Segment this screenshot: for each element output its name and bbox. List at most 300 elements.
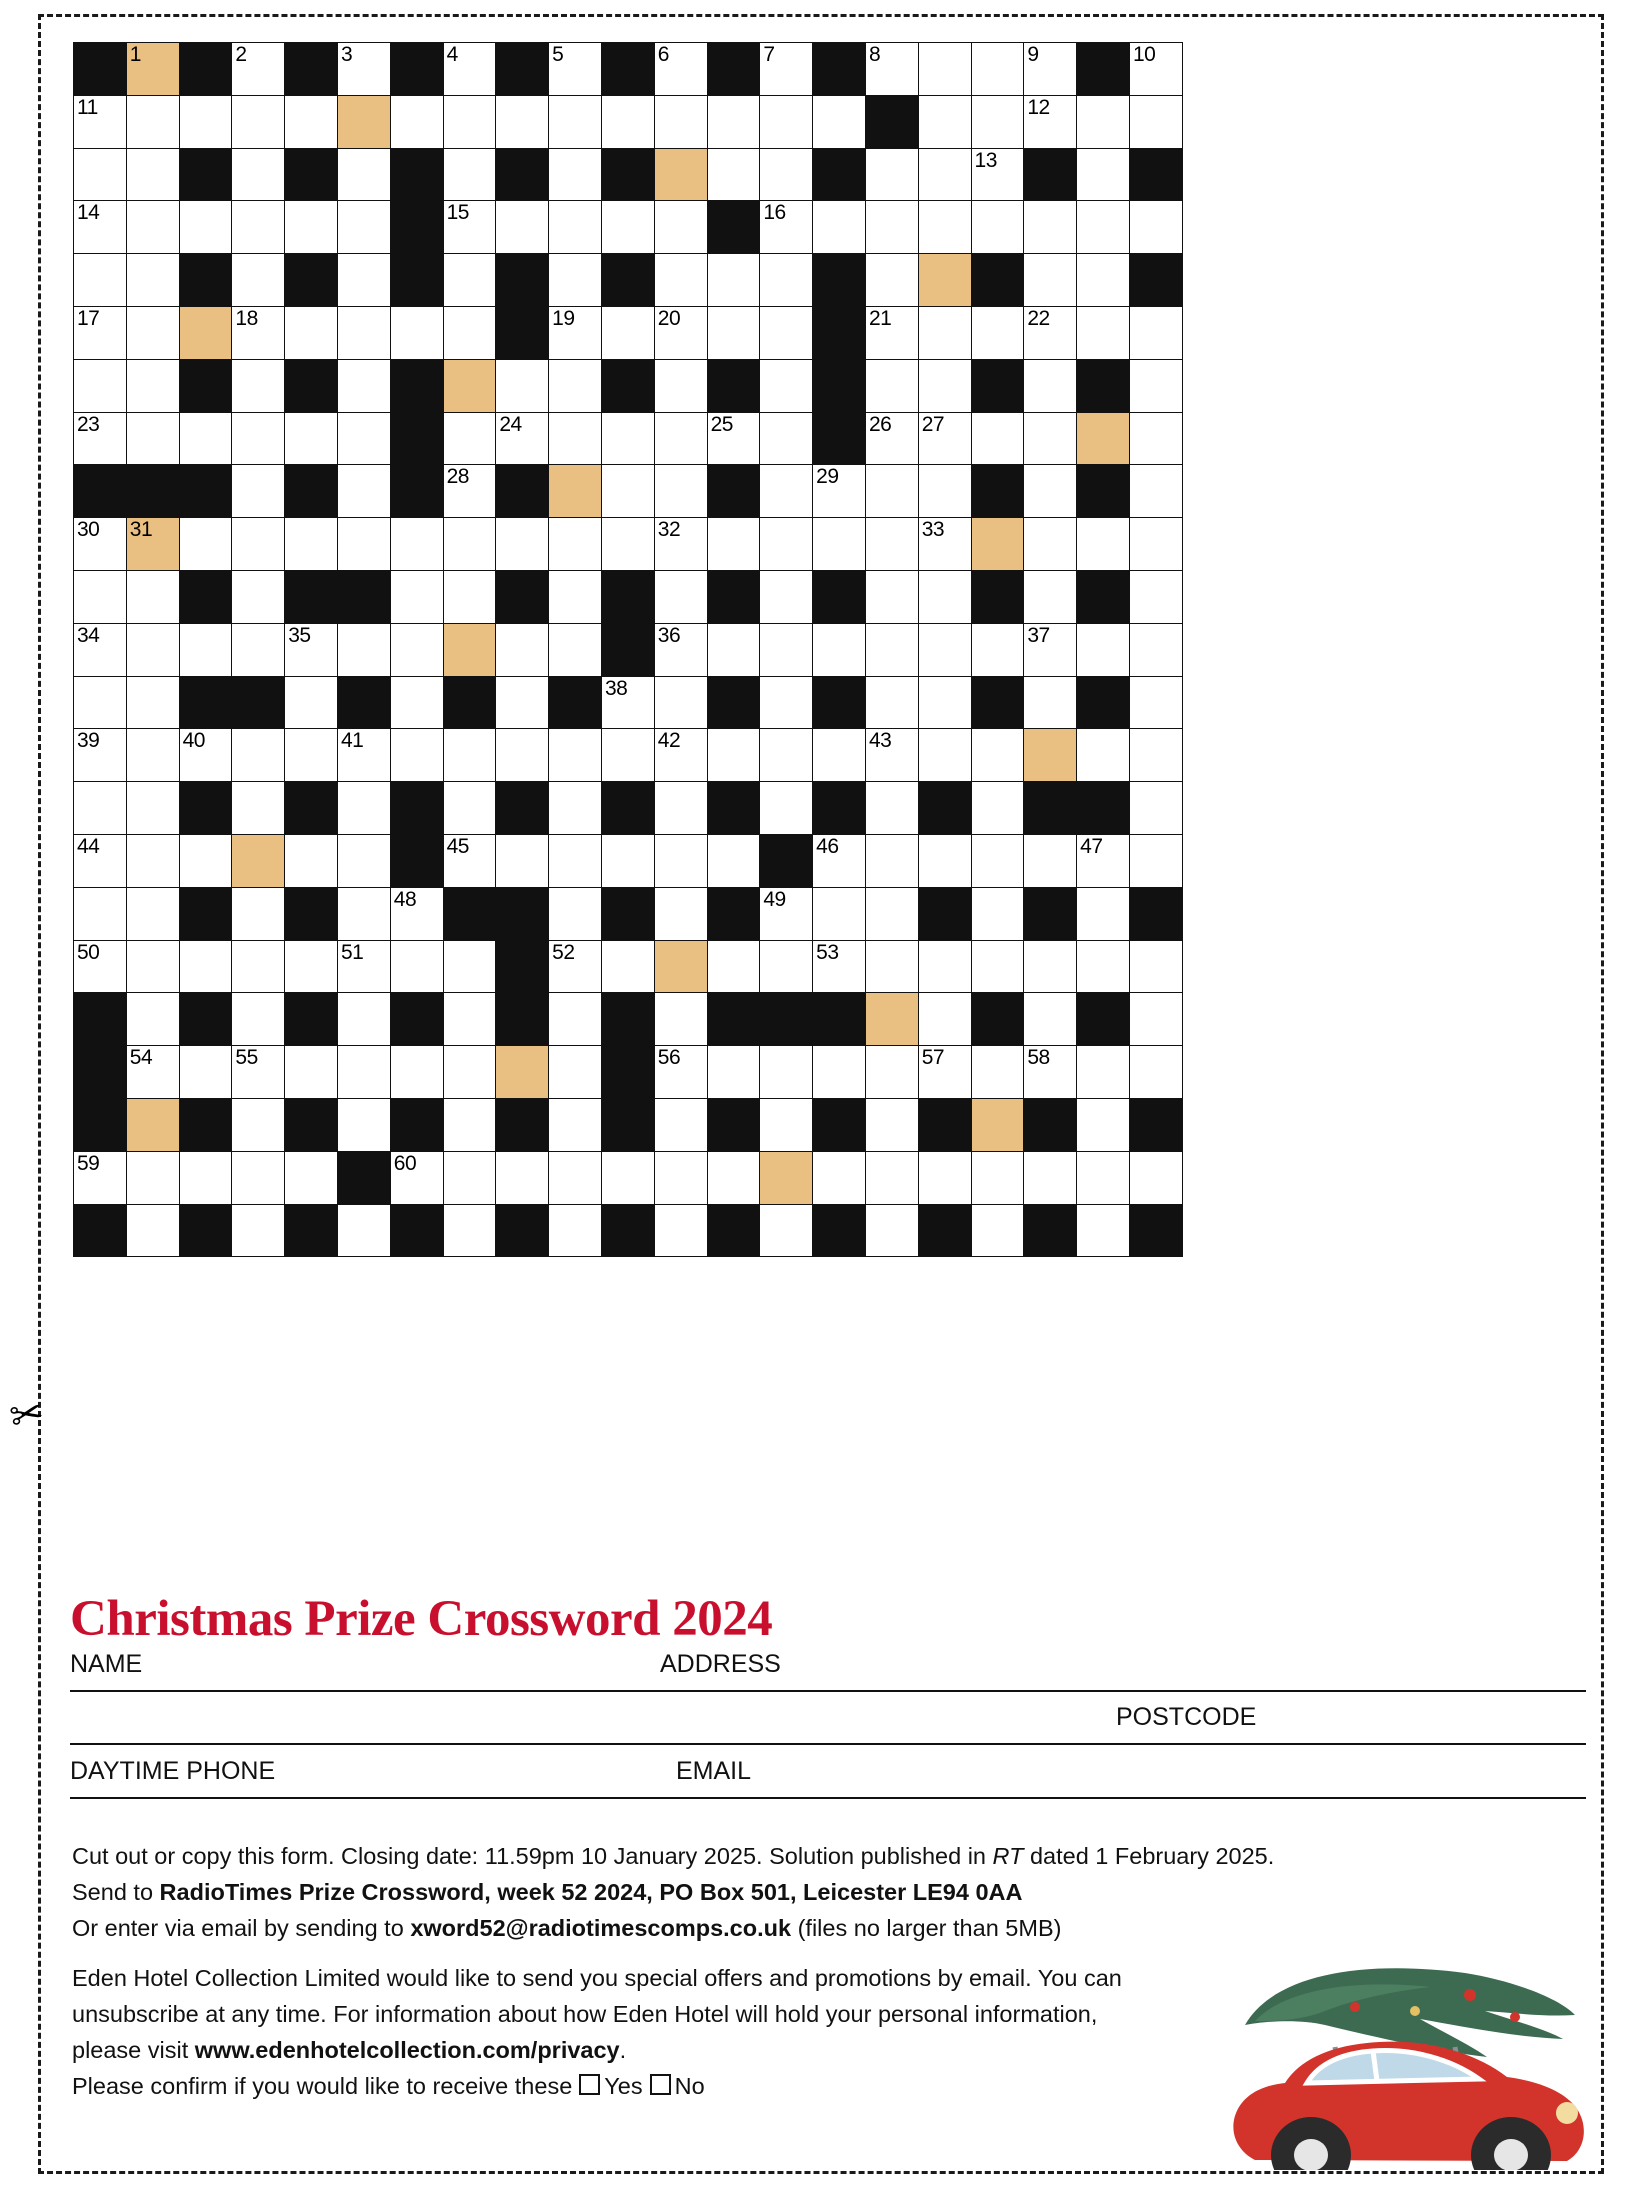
answer-cell[interactable]: [918, 465, 971, 518]
highlighted-answer-cell[interactable]: [1077, 412, 1130, 465]
highlighted-answer-cell[interactable]: [971, 1098, 1024, 1151]
answer-cell[interactable]: [971, 834, 1024, 887]
answer-cell[interactable]: [601, 834, 654, 887]
answer-cell[interactable]: [654, 359, 707, 412]
answer-cell[interactable]: [760, 623, 813, 676]
answer-cell[interactable]: [865, 1046, 918, 1099]
answer-cell[interactable]: [601, 940, 654, 993]
answer-cell[interactable]: [232, 1098, 285, 1151]
answer-cell[interactable]: [1129, 940, 1182, 993]
answer-cell[interactable]: [654, 1098, 707, 1151]
answer-cell[interactable]: [232, 940, 285, 993]
answer-cell[interactable]: [337, 518, 390, 571]
answer-cell-numbered[interactable]: [654, 306, 707, 359]
answer-cell[interactable]: [1077, 1098, 1130, 1151]
answer-cell[interactable]: [443, 412, 496, 465]
answer-cell-numbered[interactable]: [760, 887, 813, 940]
answer-cell[interactable]: [813, 623, 866, 676]
answer-cell[interactable]: [443, 729, 496, 782]
answer-cell[interactable]: [707, 1151, 760, 1204]
answer-cell-numbered[interactable]: [1024, 95, 1077, 148]
answer-cell[interactable]: [1024, 834, 1077, 887]
answer-cell[interactable]: [1024, 570, 1077, 623]
answer-cell[interactable]: [443, 518, 496, 571]
answer-cell-numbered[interactable]: [1024, 623, 1077, 676]
answer-cell[interactable]: [285, 676, 338, 729]
answer-cell[interactable]: [126, 359, 179, 412]
answer-cell-numbered[interactable]: [971, 148, 1024, 201]
consent-yes-checkbox[interactable]: [579, 2074, 600, 2095]
answer-cell[interactable]: [760, 570, 813, 623]
answer-cell[interactable]: [496, 359, 549, 412]
answer-cell[interactable]: [760, 254, 813, 307]
answer-cell[interactable]: [654, 887, 707, 940]
answer-cell[interactable]: [865, 518, 918, 571]
answer-cell[interactable]: [337, 412, 390, 465]
answer-cell[interactable]: [390, 570, 443, 623]
answer-cell[interactable]: [232, 623, 285, 676]
answer-cell[interactable]: [549, 1098, 602, 1151]
answer-cell[interactable]: [126, 254, 179, 307]
answer-cell[interactable]: [179, 623, 232, 676]
answer-cell[interactable]: [337, 465, 390, 518]
answer-cell[interactable]: [74, 782, 127, 835]
name-address-input[interactable]: [70, 1690, 1586, 1692]
answer-cell[interactable]: [74, 887, 127, 940]
answer-cell[interactable]: [496, 201, 549, 254]
answer-cell[interactable]: [918, 834, 971, 887]
answer-cell[interactable]: [971, 1151, 1024, 1204]
answer-cell[interactable]: [549, 729, 602, 782]
answer-cell-numbered[interactable]: [813, 465, 866, 518]
answer-cell[interactable]: [813, 729, 866, 782]
answer-cell[interactable]: [971, 1204, 1024, 1257]
answer-cell[interactable]: [126, 782, 179, 835]
answer-cell[interactable]: [232, 1204, 285, 1257]
answer-cell[interactable]: [443, 306, 496, 359]
answer-cell-numbered[interactable]: [760, 43, 813, 96]
answer-cell-numbered[interactable]: [496, 412, 549, 465]
answer-cell[interactable]: [707, 623, 760, 676]
answer-cell-numbered[interactable]: [74, 1151, 127, 1204]
answer-cell[interactable]: [865, 782, 918, 835]
answer-cell-numbered[interactable]: [918, 1046, 971, 1099]
answer-cell[interactable]: [601, 412, 654, 465]
answer-cell[interactable]: [285, 834, 338, 887]
answer-cell[interactable]: [1024, 359, 1077, 412]
answer-cell[interactable]: [918, 676, 971, 729]
answer-cell[interactable]: [337, 254, 390, 307]
answer-cell-numbered[interactable]: [179, 729, 232, 782]
answer-cell-numbered[interactable]: [1024, 1046, 1077, 1099]
answer-cell[interactable]: [918, 95, 971, 148]
answer-cell[interactable]: [1024, 201, 1077, 254]
answer-cell[interactable]: [74, 570, 127, 623]
answer-cell[interactable]: [760, 1046, 813, 1099]
answer-cell[interactable]: [1077, 201, 1130, 254]
answer-cell[interactable]: [179, 95, 232, 148]
answer-cell[interactable]: [549, 412, 602, 465]
answer-cell[interactable]: [760, 518, 813, 571]
answer-cell-numbered[interactable]: [126, 1046, 179, 1099]
answer-cell[interactable]: [232, 254, 285, 307]
answer-cell[interactable]: [179, 518, 232, 571]
highlighted-answer-cell-numbered[interactable]: [126, 518, 179, 571]
answer-cell[interactable]: [126, 834, 179, 887]
crossword-grid[interactable]: [73, 42, 1183, 1257]
highlighted-answer-cell[interactable]: [1024, 729, 1077, 782]
highlighted-answer-cell[interactable]: [971, 518, 1024, 571]
answer-cell[interactable]: [760, 306, 813, 359]
answer-cell[interactable]: [654, 201, 707, 254]
answer-cell[interactable]: [549, 201, 602, 254]
answer-cell-numbered[interactable]: [918, 412, 971, 465]
answer-cell[interactable]: [549, 570, 602, 623]
answer-cell[interactable]: [126, 940, 179, 993]
answer-cell[interactable]: [126, 729, 179, 782]
answer-cell[interactable]: [337, 887, 390, 940]
answer-cell[interactable]: [390, 940, 443, 993]
answer-cell[interactable]: [971, 887, 1024, 940]
answer-cell[interactable]: [126, 148, 179, 201]
answer-cell-numbered[interactable]: [74, 306, 127, 359]
answer-cell[interactable]: [918, 201, 971, 254]
answer-cell-numbered[interactable]: [1024, 43, 1077, 96]
answer-cell-numbered[interactable]: [232, 306, 285, 359]
answer-cell[interactable]: [496, 676, 549, 729]
answer-cell[interactable]: [285, 95, 338, 148]
answer-cell[interactable]: [1129, 1151, 1182, 1204]
answer-cell-numbered[interactable]: [74, 412, 127, 465]
answer-cell[interactable]: [443, 1204, 496, 1257]
answer-cell[interactable]: [126, 676, 179, 729]
answer-cell[interactable]: [549, 782, 602, 835]
answer-cell[interactable]: [971, 782, 1024, 835]
answer-cell[interactable]: [549, 518, 602, 571]
answer-cell[interactable]: [813, 1046, 866, 1099]
answer-cell[interactable]: [285, 306, 338, 359]
answer-cell[interactable]: [601, 518, 654, 571]
answer-cell[interactable]: [1024, 1151, 1077, 1204]
answer-cell[interactable]: [1129, 623, 1182, 676]
answer-cell[interactable]: [918, 729, 971, 782]
answer-cell[interactable]: [760, 676, 813, 729]
answer-cell[interactable]: [918, 570, 971, 623]
answer-cell[interactable]: [126, 570, 179, 623]
answer-cell[interactable]: [707, 834, 760, 887]
answer-cell[interactable]: [285, 729, 338, 782]
highlighted-answer-cell-numbered[interactable]: [126, 43, 179, 96]
answer-cell[interactable]: [1024, 518, 1077, 571]
answer-cell-numbered[interactable]: [549, 43, 602, 96]
answer-cell[interactable]: [496, 1151, 549, 1204]
answer-cell[interactable]: [337, 993, 390, 1046]
answer-cell-numbered[interactable]: [337, 940, 390, 993]
answer-cell[interactable]: [1077, 95, 1130, 148]
answer-cell[interactable]: [337, 1204, 390, 1257]
answer-cell[interactable]: [549, 887, 602, 940]
answer-cell-numbered[interactable]: [443, 43, 496, 96]
answer-cell[interactable]: [126, 1151, 179, 1204]
answer-cell[interactable]: [918, 993, 971, 1046]
answer-cell[interactable]: [760, 782, 813, 835]
answer-cell[interactable]: [601, 306, 654, 359]
answer-cell[interactable]: [707, 940, 760, 993]
answer-cell-numbered[interactable]: [74, 940, 127, 993]
consent-no-checkbox[interactable]: [650, 2074, 671, 2095]
answer-cell-numbered[interactable]: [74, 518, 127, 571]
answer-cell[interactable]: [390, 623, 443, 676]
answer-cell[interactable]: [549, 1046, 602, 1099]
answer-cell[interactable]: [707, 254, 760, 307]
answer-cell[interactable]: [813, 518, 866, 571]
answer-cell-numbered[interactable]: [1077, 834, 1130, 887]
answer-cell[interactable]: [865, 148, 918, 201]
answer-cell[interactable]: [865, 570, 918, 623]
answer-cell[interactable]: [443, 1151, 496, 1204]
answer-cell-numbered[interactable]: [74, 834, 127, 887]
answer-cell[interactable]: [918, 148, 971, 201]
highlighted-answer-cell[interactable]: [918, 254, 971, 307]
crossword-grid-table[interactable]: [73, 42, 1183, 1257]
answer-cell-numbered[interactable]: [390, 1151, 443, 1204]
answer-cell[interactable]: [337, 1098, 390, 1151]
answer-cell[interactable]: [126, 201, 179, 254]
answer-cell[interactable]: [971, 95, 1024, 148]
answer-cell[interactable]: [654, 676, 707, 729]
answer-cell[interactable]: [865, 359, 918, 412]
answer-cell[interactable]: [443, 993, 496, 1046]
highlighted-answer-cell[interactable]: [654, 940, 707, 993]
answer-cell[interactable]: [760, 412, 813, 465]
answer-cell-numbered[interactable]: [337, 43, 390, 96]
answer-cell[interactable]: [443, 570, 496, 623]
answer-cell[interactable]: [1024, 940, 1077, 993]
answer-cell[interactable]: [443, 940, 496, 993]
answer-cell[interactable]: [760, 148, 813, 201]
answer-cell[interactable]: [126, 412, 179, 465]
answer-cell[interactable]: [285, 940, 338, 993]
highlighted-answer-cell[interactable]: [549, 465, 602, 518]
answer-cell[interactable]: [126, 887, 179, 940]
answer-cell-numbered[interactable]: [654, 518, 707, 571]
answer-cell[interactable]: [1129, 676, 1182, 729]
answer-cell-numbered[interactable]: [285, 623, 338, 676]
answer-cell-numbered[interactable]: [74, 729, 127, 782]
answer-cell[interactable]: [337, 306, 390, 359]
answer-cell[interactable]: [126, 623, 179, 676]
answer-cell[interactable]: [707, 306, 760, 359]
answer-cell[interactable]: [918, 306, 971, 359]
answer-cell[interactable]: [601, 201, 654, 254]
answer-cell[interactable]: [232, 1151, 285, 1204]
answer-cell[interactable]: [865, 254, 918, 307]
answer-cell[interactable]: [654, 782, 707, 835]
answer-cell[interactable]: [1129, 95, 1182, 148]
answer-cell-numbered[interactable]: [865, 412, 918, 465]
answer-cell[interactable]: [654, 412, 707, 465]
answer-cell[interactable]: [918, 623, 971, 676]
answer-cell[interactable]: [285, 1046, 338, 1099]
answer-cell[interactable]: [865, 834, 918, 887]
answer-cell[interactable]: [707, 95, 760, 148]
highlighted-answer-cell[interactable]: [179, 306, 232, 359]
answer-cell[interactable]: [865, 201, 918, 254]
answer-cell[interactable]: [232, 518, 285, 571]
answer-cell[interactable]: [1024, 676, 1077, 729]
privacy-policy-link[interactable]: www.edenhotelcollection.com/privacy: [194, 2037, 620, 2063]
answer-cell-numbered[interactable]: [337, 729, 390, 782]
answer-cell[interactable]: [549, 623, 602, 676]
answer-cell-numbered[interactable]: [813, 834, 866, 887]
answer-cell[interactable]: [1024, 254, 1077, 307]
answer-cell[interactable]: [1077, 518, 1130, 571]
answer-cell[interactable]: [1129, 359, 1182, 412]
answer-cell[interactable]: [549, 1151, 602, 1204]
answer-cell[interactable]: [1129, 1046, 1182, 1099]
answer-cell[interactable]: [232, 95, 285, 148]
answer-cell-numbered[interactable]: [601, 676, 654, 729]
answer-cell[interactable]: [74, 676, 127, 729]
answer-cell[interactable]: [1129, 834, 1182, 887]
answer-cell[interactable]: [390, 676, 443, 729]
answer-cell[interactable]: [760, 359, 813, 412]
answer-cell[interactable]: [337, 834, 390, 887]
answer-cell[interactable]: [865, 465, 918, 518]
answer-cell-numbered[interactable]: [865, 306, 918, 359]
highlighted-answer-cell[interactable]: [443, 359, 496, 412]
answer-cell[interactable]: [549, 1204, 602, 1257]
answer-cell[interactable]: [1024, 465, 1077, 518]
answer-cell[interactable]: [707, 518, 760, 571]
answer-cell[interactable]: [1129, 412, 1182, 465]
answer-cell[interactable]: [179, 1151, 232, 1204]
answer-cell-numbered[interactable]: [390, 887, 443, 940]
answer-cell[interactable]: [549, 993, 602, 1046]
highlighted-answer-cell[interactable]: [443, 623, 496, 676]
answer-cell[interactable]: [179, 834, 232, 887]
answer-cell-numbered[interactable]: [443, 201, 496, 254]
answer-cell[interactable]: [760, 940, 813, 993]
answer-cell[interactable]: [285, 412, 338, 465]
answer-cell[interactable]: [285, 201, 338, 254]
answer-cell[interactable]: [74, 359, 127, 412]
answer-cell-numbered[interactable]: [865, 43, 918, 96]
answer-cell[interactable]: [654, 254, 707, 307]
phone-email-input[interactable]: [70, 1797, 1586, 1799]
answer-cell[interactable]: [707, 729, 760, 782]
answer-cell[interactable]: [549, 148, 602, 201]
answer-cell[interactable]: [390, 95, 443, 148]
answer-cell-numbered[interactable]: [549, 306, 602, 359]
answer-cell[interactable]: [232, 729, 285, 782]
answer-cell[interactable]: [549, 95, 602, 148]
answer-cell[interactable]: [1077, 1151, 1130, 1204]
answer-cell[interactable]: [601, 729, 654, 782]
answer-cell[interactable]: [654, 993, 707, 1046]
answer-cell[interactable]: [337, 148, 390, 201]
answer-cell[interactable]: [601, 95, 654, 148]
answer-cell[interactable]: [1024, 412, 1077, 465]
answer-cell[interactable]: [496, 834, 549, 887]
answer-cell[interactable]: [1077, 1046, 1130, 1099]
answer-cell[interactable]: [865, 1098, 918, 1151]
answer-cell[interactable]: [865, 623, 918, 676]
answer-cell[interactable]: [918, 940, 971, 993]
answer-cell[interactable]: [707, 1046, 760, 1099]
answer-cell-numbered[interactable]: [549, 940, 602, 993]
answer-cell[interactable]: [971, 1046, 1024, 1099]
answer-cell[interactable]: [232, 782, 285, 835]
highlighted-answer-cell[interactable]: [232, 834, 285, 887]
answer-cell[interactable]: [390, 306, 443, 359]
answer-cell[interactable]: [654, 465, 707, 518]
answer-cell[interactable]: [1077, 1204, 1130, 1257]
answer-cell[interactable]: [654, 95, 707, 148]
answer-cell[interactable]: [443, 254, 496, 307]
highlighted-answer-cell[interactable]: [654, 148, 707, 201]
answer-cell[interactable]: [813, 1151, 866, 1204]
answer-cell[interactable]: [337, 201, 390, 254]
answer-cell[interactable]: [654, 834, 707, 887]
highlighted-answer-cell[interactable]: [126, 1098, 179, 1151]
answer-cell[interactable]: [232, 465, 285, 518]
answer-cell[interactable]: [971, 729, 1024, 782]
answer-cell[interactable]: [126, 1204, 179, 1257]
answer-cell-numbered[interactable]: [654, 623, 707, 676]
answer-cell-numbered[interactable]: [865, 729, 918, 782]
answer-cell[interactable]: [654, 1204, 707, 1257]
answer-cell[interactable]: [1077, 940, 1130, 993]
answer-cell[interactable]: [865, 940, 918, 993]
answer-cell-numbered[interactable]: [443, 465, 496, 518]
answer-cell[interactable]: [601, 465, 654, 518]
answer-cell[interactable]: [971, 306, 1024, 359]
answer-cell[interactable]: [1129, 729, 1182, 782]
answer-cell[interactable]: [601, 1151, 654, 1204]
answer-cell[interactable]: [1129, 570, 1182, 623]
answer-cell[interactable]: [1129, 465, 1182, 518]
answer-cell[interactable]: [971, 412, 1024, 465]
answer-cell[interactable]: [337, 359, 390, 412]
answer-cell[interactable]: [971, 43, 1024, 96]
answer-cell[interactable]: [654, 1151, 707, 1204]
answer-cell[interactable]: [971, 623, 1024, 676]
answer-cell[interactable]: [1129, 306, 1182, 359]
answer-cell[interactable]: [390, 729, 443, 782]
answer-cell[interactable]: [813, 95, 866, 148]
answer-cell[interactable]: [918, 359, 971, 412]
answer-cell[interactable]: [549, 254, 602, 307]
answer-cell[interactable]: [74, 254, 127, 307]
answer-cell[interactable]: [232, 148, 285, 201]
answer-cell-numbered[interactable]: [813, 940, 866, 993]
answer-cell-numbered[interactable]: [654, 43, 707, 96]
answer-cell[interactable]: [232, 993, 285, 1046]
answer-cell[interactable]: [179, 1046, 232, 1099]
answer-cell[interactable]: [1129, 518, 1182, 571]
answer-cell[interactable]: [1024, 993, 1077, 1046]
answer-cell[interactable]: [1129, 993, 1182, 1046]
answer-cell[interactable]: [232, 887, 285, 940]
answer-cell-numbered[interactable]: [1129, 43, 1182, 96]
answer-cell[interactable]: [971, 201, 1024, 254]
answer-cell[interactable]: [179, 412, 232, 465]
answer-cell[interactable]: [232, 201, 285, 254]
answer-cell[interactable]: [865, 887, 918, 940]
answer-cell-numbered[interactable]: [707, 412, 760, 465]
answer-cell-numbered[interactable]: [654, 729, 707, 782]
